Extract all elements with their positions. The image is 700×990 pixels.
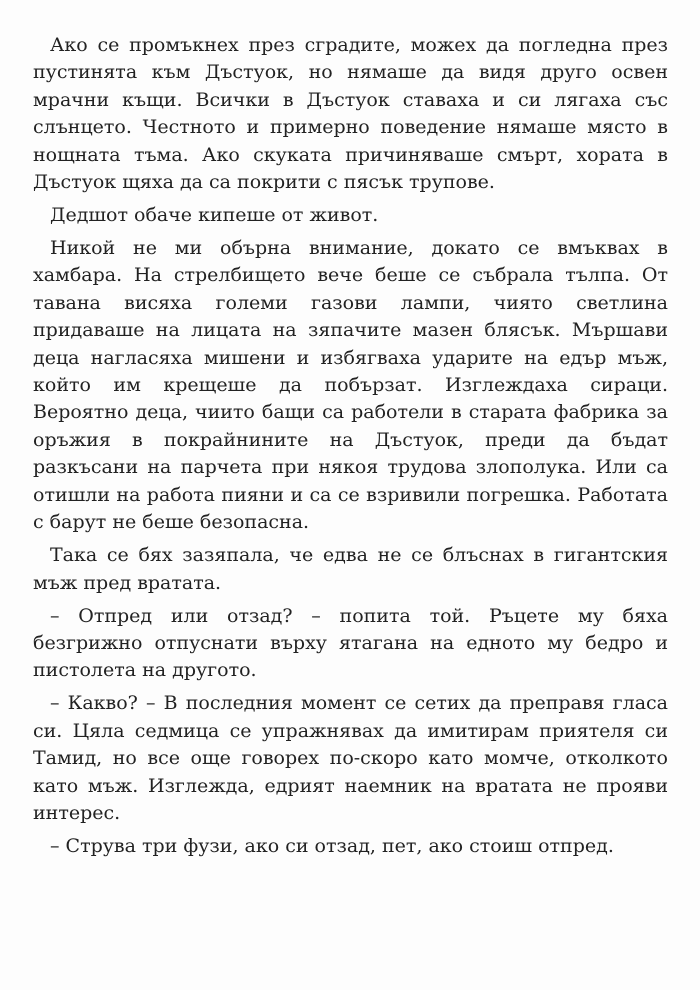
paragraph: Така се бях зазяпала, че едва не се блъснах в гигантския мъж пред вратата. <box>33 544 668 594</box>
paragraph: – Струва три фузи, ако си отзад, пет, ако стоиш отпред. <box>50 834 614 857</box>
paragraph: Никой не ми обърна внимание, докато се вмъквах в хамбара. На стрелбището вече беше се събрала тълпа. От тавана висяха големи газови лампи, чиято светлина придаваше на лицата на зяпачите мазен блясък. Мършави деца нагласяха мишени и избягваха ударите на едър мъж, който им крещеше да побързат. Изглеждаха сираци. Вероятно деца, чиито бащи са работели в старата фабрика за оръжия в покрайнините на Дъстуок, преди да бъдат разкъсани на парчета при някоя трудова злополука. Или са отишли на работа пияни и са се взривили погрешка. Работата с барут не беше безопасна. <box>33 237 668 534</box>
paragraph: Ако се промъкнех през сградите, можех да погледна през пустинята към Дъстуок, но нямаше да видя друго освен мрачни къщи. Всички в Дъстуок ставаха и си лягаха със слънцето. Честното и примерно поведение нямаше място в нощната тъма. Ако скуката причиняваше смърт, хората в Дъстуок щяха да са покрити с пясък трупове. <box>33 34 668 194</box>
paragraph: – Какво? – В последния момент се сетих да преправя гласа си. Цяла седмица се упражнявах да имитирам приятеля си Тамид, но все още говорех по-скоро като момче, отколкото като мъж. Изглежда, едрият наемник на вратата не прояви интерес. <box>33 692 668 824</box>
paragraph: – Отпред или отзад? – попита той. Ръцете му бяха безгрижно отпуснати върху ятагана на едното му бедро и пистолета на другото. <box>33 604 668 682</box>
paragraph: Дедшот обаче кипеше от живот. <box>50 204 379 227</box>
